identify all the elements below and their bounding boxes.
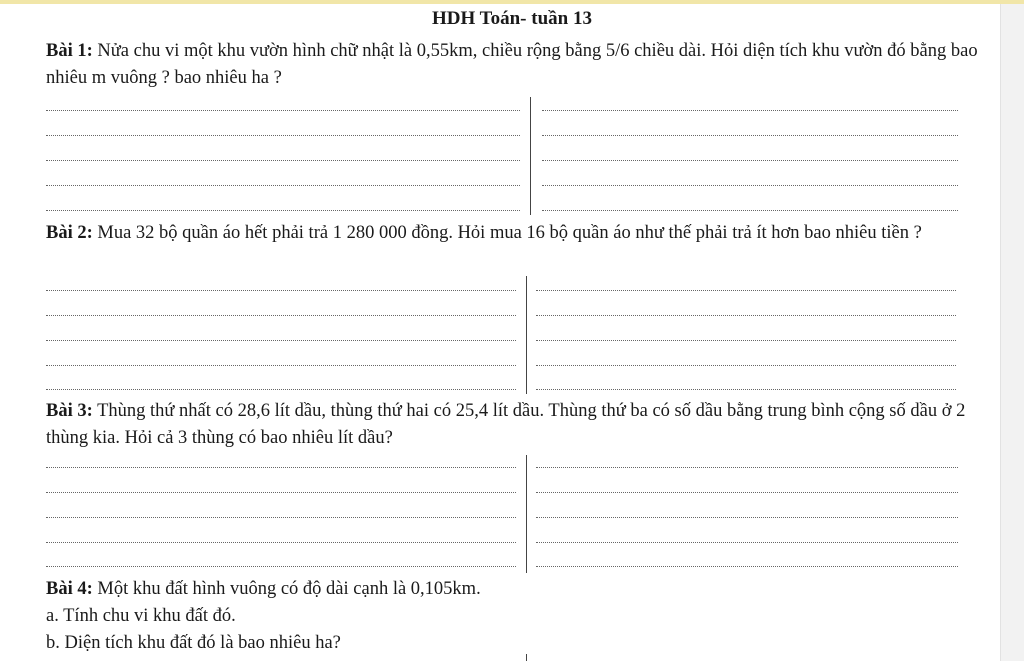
worksheet-title: HDH Toán- tuần 13 xyxy=(432,8,592,29)
problem-3-label: Bài 3: xyxy=(46,401,93,421)
answer-line[interactable] xyxy=(46,365,516,366)
answer-line[interactable] xyxy=(542,135,958,136)
answer-line[interactable] xyxy=(542,185,958,186)
answer-line[interactable] xyxy=(536,340,956,341)
answer-line[interactable] xyxy=(536,290,956,291)
problem-1-text: Nửa chu vi một khu vườn hình chữ nhật là 0,55km, chiều rộng bằng 5/6 chiều dài. Hỏi diện tích khu vườn đó bằng bao nhiêu m vuông ? bao nhiêu ha ? xyxy=(46,41,978,88)
problem-4 xyxy=(46,576,982,603)
problem-4-text: Một khu đất hình vuông có độ dài cạnh là 0,105km. xyxy=(97,579,481,599)
answer-line[interactable] xyxy=(46,160,520,161)
answer-line[interactable] xyxy=(46,185,520,186)
problem-4-part-b: b. Diện tích khu đất đó là bao nhiêu ha? xyxy=(46,633,341,653)
problem-1-label: Bài 1: xyxy=(46,41,93,61)
problem-2 xyxy=(46,220,982,247)
column-divider xyxy=(530,97,531,215)
answer-line[interactable] xyxy=(536,467,958,468)
answer-line[interactable] xyxy=(536,566,958,567)
answer-line[interactable] xyxy=(46,315,516,316)
column-divider xyxy=(526,654,527,661)
answer-line[interactable] xyxy=(536,542,958,543)
answer-line[interactable] xyxy=(46,110,520,111)
page-right-margin xyxy=(1000,4,1024,661)
problem-4-label: Bài 4: xyxy=(46,579,93,599)
answer-line[interactable] xyxy=(46,492,516,493)
problem-2-text: Mua 32 bộ quần áo hết phải trả 1 280 000 đồng. Hỏi mua 16 bộ quần áo như thế phải trả ít hơn bao nhiêu tiền ? xyxy=(97,223,922,243)
problem-1 xyxy=(46,38,982,92)
answer-line[interactable] xyxy=(46,467,516,468)
answer-line[interactable] xyxy=(536,517,958,518)
answer-line[interactable] xyxy=(46,542,516,543)
problem-3-text: Thùng thứ nhất có 28,6 lít dầu, thùng thứ hai có 25,4 lít dầu. Thùng thứ ba có số dầu bằng trung bình cộng số dầu ở 2 thùng kia. Hỏi cả 3 thùng có bao nhiêu lít dầu? xyxy=(46,401,966,448)
answer-line[interactable] xyxy=(46,135,520,136)
answer-line[interactable] xyxy=(46,210,520,211)
answer-line[interactable] xyxy=(46,517,516,518)
worksheet-page xyxy=(0,4,1000,661)
answer-line[interactable] xyxy=(46,566,516,567)
answer-line[interactable] xyxy=(536,389,956,390)
answer-line[interactable] xyxy=(536,315,956,316)
problem-2-label: Bài 2: xyxy=(46,223,93,243)
answer-line[interactable] xyxy=(536,492,958,493)
answer-line[interactable] xyxy=(542,110,958,111)
answer-line[interactable] xyxy=(46,290,516,291)
answer-line[interactable] xyxy=(536,365,956,366)
column-divider xyxy=(526,455,527,573)
answer-line[interactable] xyxy=(46,389,516,390)
answer-line[interactable] xyxy=(542,210,958,211)
problem-4-part-a: a. Tính chu vi khu đất đó. xyxy=(46,606,236,626)
answer-line[interactable] xyxy=(46,340,516,341)
problem-3 xyxy=(46,398,982,452)
column-divider xyxy=(526,276,527,394)
answer-line[interactable] xyxy=(542,160,958,161)
